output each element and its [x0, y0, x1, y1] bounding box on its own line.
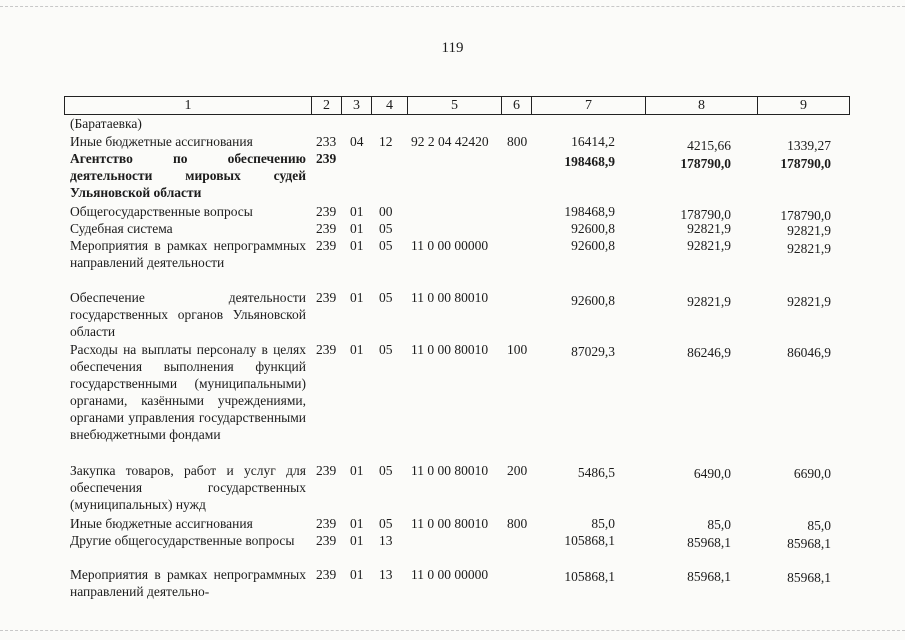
cell-col-7: 105868,1	[564, 533, 615, 548]
row-name: Расходы на выплаты персоналу в целях обеспечения выполнения функций государственными (муниципальными) органами, казёнными учреждениями, органами управления государственными внебюджетными фондами	[70, 342, 306, 442]
cell-col-3: 01	[350, 463, 364, 478]
header-col-8: 8	[646, 97, 758, 114]
cell-col-3: 01	[350, 290, 364, 305]
cell-col-2: 239	[316, 342, 337, 357]
cell-col-4: 12	[379, 134, 393, 149]
cell-col-8: 92821,9	[687, 238, 731, 253]
cell-col-4: 05	[379, 516, 393, 531]
cell-col-9: 85968,1	[787, 536, 831, 551]
cell-col-3: 01	[350, 533, 364, 548]
row-name: Иные бюджетные ассигнования	[70, 134, 253, 149]
cell-col-5: 11 0 00 80010	[411, 290, 489, 305]
bottom-scan-edge	[0, 630, 905, 631]
cell-col-5: 11 0 00 00000	[411, 567, 489, 582]
header-col-9: 9	[800, 98, 807, 113]
cell-col-3: 01	[350, 516, 364, 531]
cell-col-2: 239	[316, 516, 337, 531]
cell-col-5: 11 0 00 80010	[411, 516, 489, 531]
cell-col-8: 85968,1	[687, 535, 731, 550]
cell-col-7: 87029,3	[571, 344, 615, 359]
cell-col-8: 4215,66	[687, 138, 731, 153]
cell-col-9: 1339,27	[787, 138, 831, 153]
cell-col-3: 04	[350, 134, 364, 149]
row-name: Агентство по обеспечению деятельности мировых судей Ульяновской области	[70, 151, 306, 200]
header-col-5: 5	[408, 97, 502, 114]
cell-col-7: 92600,8	[571, 238, 615, 253]
cell-col-9: 178790,0	[780, 208, 831, 223]
cell-col-5: 11 0 00 80010	[411, 342, 489, 357]
header-col-3: 3	[342, 97, 372, 114]
cell-col-4: 05	[379, 290, 393, 305]
row-name: Мероприятия в рамках непрограммных направлений деятельно-	[70, 567, 306, 599]
header-col-2: 2	[312, 97, 342, 114]
cell-col-2: 239	[316, 533, 337, 548]
cell-col-9: 6690,0	[793, 466, 831, 481]
cell-col-7: 92600,8	[571, 221, 615, 236]
cell-col-2: 239	[316, 463, 337, 478]
cell-col-7: 92600,8	[571, 293, 615, 308]
cell-col-8: 86246,9	[687, 345, 731, 360]
cell-col-3: 01	[350, 567, 364, 582]
cell-col-2: 239	[316, 204, 337, 219]
cell-col-7: 16414,2	[571, 134, 615, 149]
cell-col-3: 01	[350, 238, 364, 253]
cell-col-4: 05	[379, 238, 393, 253]
page-number: 119	[441, 40, 464, 56]
header-col-4: 4	[372, 97, 408, 114]
header-col-1: 1	[65, 97, 312, 114]
cell-col-7: 85,0	[591, 516, 615, 531]
cell-col-9: 92821,9	[787, 294, 831, 309]
cell-col-9: 92821,9	[787, 241, 831, 256]
cell-col-4: 05	[379, 463, 393, 478]
cell-col-4: 13	[379, 533, 393, 548]
cell-col-4: 05	[379, 221, 393, 236]
cell-col-3: 01	[350, 204, 364, 219]
cell-col-5: 11 0 00 80010	[411, 463, 489, 478]
cell-col-7: 5486,5	[577, 465, 615, 480]
row-name: Иные бюджетные ассигнования	[70, 516, 253, 531]
cell-col-5: 11 0 00 00000	[411, 238, 489, 253]
cell-col-8: 178790,0	[680, 207, 731, 222]
row-name: Общегосударственные вопросы	[70, 204, 253, 219]
cell-col-6: 100	[507, 342, 528, 357]
cell-col-6: 800	[507, 516, 528, 531]
cell-col-4: 00	[379, 204, 393, 219]
cell-col-4: 05	[379, 342, 393, 357]
cell-col-8: 178790,0	[680, 156, 731, 171]
cell-col-5: 92 2 04 42420	[411, 134, 489, 149]
cell-col-7: 198468,9	[564, 154, 615, 169]
cell-col-9: 178790,0	[780, 156, 831, 171]
cell-col-2: 239	[316, 567, 337, 582]
cell-col-3: 01	[350, 221, 364, 236]
cell-col-2: 239	[316, 290, 337, 305]
cell-col-4: 13	[379, 567, 393, 582]
cell-col-9: 86046,9	[787, 345, 831, 360]
row-name: (Баратаевка)	[70, 116, 142, 131]
cell-col-6: 200	[507, 463, 528, 478]
cell-col-2: 239	[316, 151, 337, 166]
cell-col-3: 01	[350, 342, 364, 357]
row-name: Обеспечение деятельности государственных органов Ульяновской области	[70, 290, 306, 339]
top-scan-edge	[0, 6, 905, 7]
cell-col-6: 800	[507, 134, 528, 149]
row-name: Судебная система	[70, 221, 173, 236]
cell-col-2: 239	[316, 238, 337, 253]
cell-col-8: 85968,1	[687, 569, 731, 584]
cell-col-7: 198468,9	[564, 204, 615, 219]
cell-col-2: 239	[316, 221, 337, 236]
cell-col-9: 85,0	[807, 518, 831, 533]
row-name: Мероприятия в рамках непрограммных направлений деятельности	[70, 238, 306, 270]
cell-col-8: 92821,9	[687, 294, 731, 309]
cell-col-9: 92821,9	[787, 223, 831, 238]
cell-col-9: 85968,1	[787, 570, 831, 585]
table-header-row	[64, 96, 850, 115]
cell-col-7: 105868,1	[564, 569, 615, 584]
cell-col-8: 85,0	[707, 517, 731, 532]
cell-col-8: 6490,0	[693, 466, 731, 481]
header-col-7: 7	[532, 97, 646, 114]
header-col-6: 6	[502, 97, 532, 114]
row-name: Другие общегосударственные вопросы	[70, 533, 295, 548]
row-name: Закупка товаров, работ и услуг для обеспечения государственных (муниципальных) нужд	[70, 463, 306, 512]
cell-col-2: 233	[316, 134, 337, 149]
cell-col-8: 92821,9	[687, 221, 731, 236]
